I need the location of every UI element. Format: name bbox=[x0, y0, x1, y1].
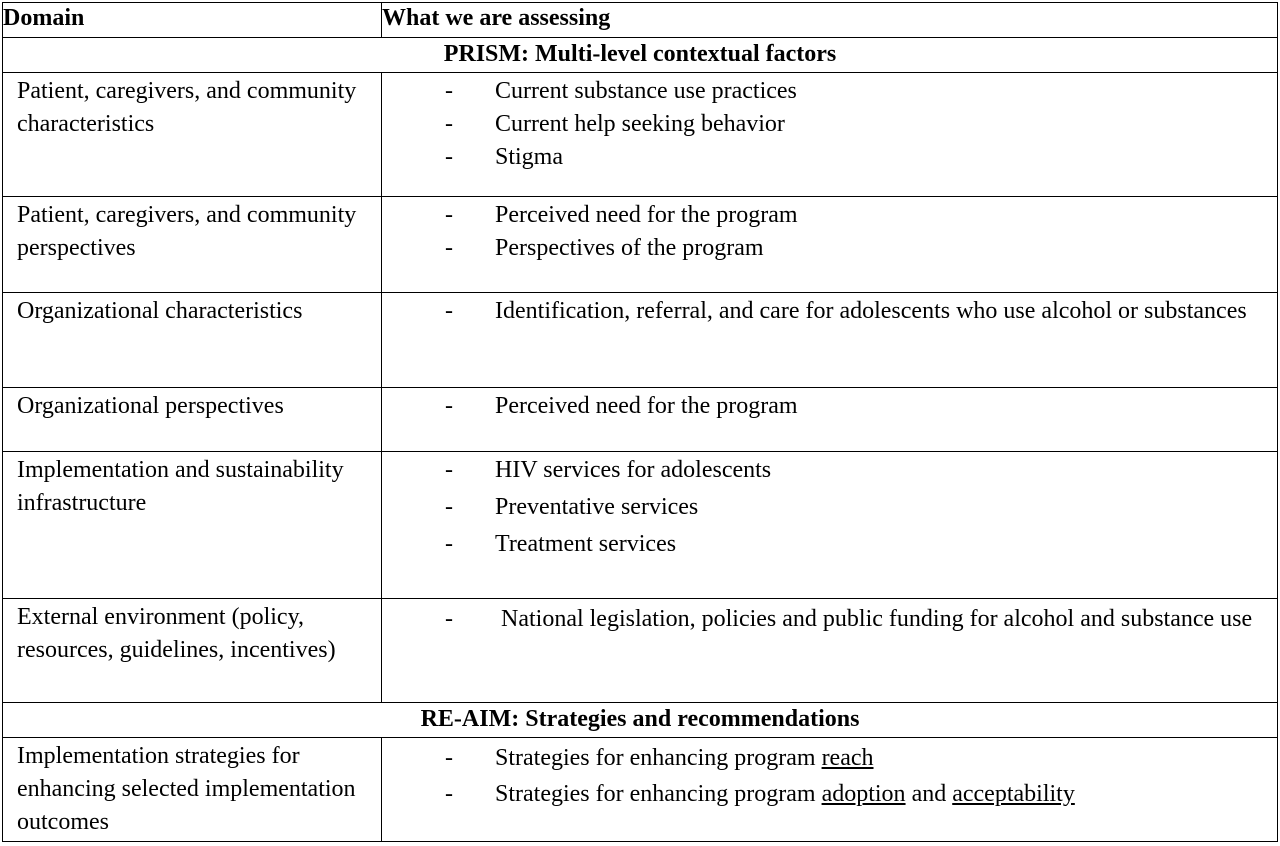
dash-bullet: - bbox=[445, 494, 453, 520]
item-text: Perspectives of the program bbox=[495, 235, 764, 261]
items-cell bbox=[382, 452, 1278, 599]
table-row bbox=[3, 738, 1278, 842]
domain-cell: Organizational characteristics bbox=[3, 293, 382, 388]
dash-bullet: - bbox=[445, 745, 453, 771]
dash-bullet: - bbox=[445, 298, 453, 324]
items-cell bbox=[382, 293, 1278, 388]
table-row bbox=[3, 388, 1278, 452]
assessment-table bbox=[2, 2, 1278, 842]
table-row bbox=[3, 197, 1278, 293]
list-item bbox=[382, 141, 1267, 174]
dash-bullet: - bbox=[445, 78, 453, 104]
item-text: Strategies for enhancing program bbox=[495, 745, 822, 771]
item-text: Preventative services bbox=[495, 494, 699, 520]
header-row bbox=[3, 3, 1278, 38]
domain-cell: External environment (policy, resources, guidelines, incentives) bbox=[3, 599, 382, 703]
list-item bbox=[382, 390, 1267, 423]
domain-cell: Implementation and sustainability infrastructure bbox=[3, 452, 382, 599]
items-cell bbox=[382, 388, 1278, 452]
list-item bbox=[382, 491, 1267, 524]
list-item bbox=[382, 232, 1267, 265]
items-cell bbox=[382, 599, 1278, 703]
list-item bbox=[382, 454, 1267, 487]
items-cell bbox=[382, 738, 1278, 842]
list-item bbox=[382, 776, 1267, 812]
underlined-term: acceptability bbox=[952, 781, 1075, 807]
domain-cell: Patient, caregivers, and community perspectives bbox=[3, 197, 382, 293]
list-item bbox=[382, 295, 1267, 328]
item-text: National legislation, policies and public funding for alcohol and substance use bbox=[495, 606, 1253, 632]
item-text: and bbox=[905, 781, 953, 807]
dash-bullet: - bbox=[445, 393, 453, 419]
item-text: Current help seeking behavior bbox=[495, 111, 785, 137]
item-text: HIV services for adolescents bbox=[495, 457, 772, 483]
item-text: Current substance use practices bbox=[495, 78, 797, 104]
section-row-reaim bbox=[3, 703, 1278, 738]
table-row bbox=[3, 293, 1278, 388]
header-assessing: What we are assessing bbox=[382, 3, 1278, 38]
header-domain: Domain bbox=[3, 3, 382, 38]
domain-cell: Implementation strategies for enhancing selected implementation outcomes bbox=[3, 738, 382, 842]
item-text: Perceived need for the program bbox=[495, 202, 798, 228]
dash-bullet: - bbox=[445, 202, 453, 228]
dash-bullet: - bbox=[445, 457, 453, 483]
underlined-term: adoption bbox=[821, 781, 906, 807]
dash-bullet: - bbox=[445, 144, 453, 170]
item-text: Perceived need for the program bbox=[495, 393, 798, 419]
dash-bullet: - bbox=[445, 606, 453, 632]
domain-cell: Patient, caregivers, and community characteristics bbox=[3, 73, 382, 197]
list-item bbox=[382, 108, 1267, 141]
table-row bbox=[3, 599, 1278, 703]
item-text: Strategies for enhancing program bbox=[495, 781, 822, 807]
list-item bbox=[382, 75, 1267, 108]
items-cell bbox=[382, 197, 1278, 293]
items-cell bbox=[382, 73, 1278, 197]
dash-bullet: - bbox=[445, 235, 453, 261]
section-title-prism: PRISM: Multi-level contextual factors bbox=[3, 38, 1278, 73]
section-title-reaim: RE-AIM: Strategies and recommendations bbox=[3, 703, 1278, 738]
item-text: Stigma bbox=[495, 144, 564, 170]
section-row-prism bbox=[3, 38, 1278, 73]
list-item bbox=[382, 528, 1267, 561]
list-item bbox=[382, 601, 1267, 638]
item-text: Identification, referral, and care for adolescents who use alcohol or substances bbox=[495, 298, 1247, 324]
domain-cell: Organizational perspectives bbox=[3, 388, 382, 452]
table-row bbox=[3, 73, 1278, 197]
dash-bullet: - bbox=[445, 531, 453, 557]
underlined-term: reach bbox=[821, 745, 874, 771]
table-row bbox=[3, 452, 1278, 599]
list-item bbox=[382, 199, 1267, 232]
dash-bullet: - bbox=[445, 111, 453, 137]
list-item bbox=[382, 740, 1267, 776]
dash-bullet: - bbox=[445, 781, 453, 807]
item-text: Treatment services bbox=[495, 531, 677, 557]
